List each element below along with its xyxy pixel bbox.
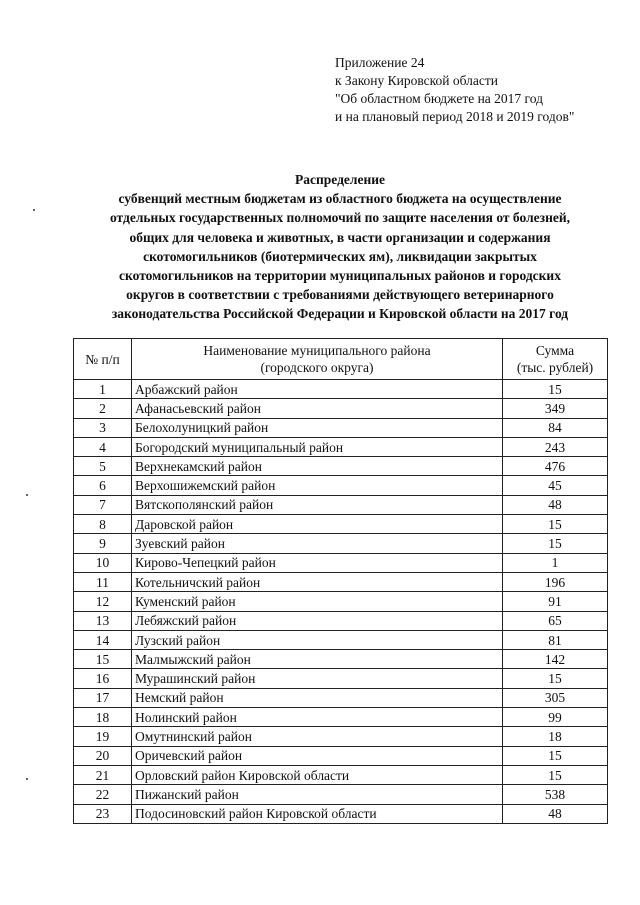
header-name-line: Наименование муниципального района xyxy=(203,343,431,358)
table-row xyxy=(74,804,608,823)
row-number: 10 xyxy=(74,553,132,572)
title-line: округов в соответствии с требованиями действующего ветеринарного xyxy=(126,287,554,303)
subsidy-sum: 538 xyxy=(503,785,608,804)
district-name: Афанасьевский район xyxy=(132,399,503,418)
title-line: скотомогильников на территории муниципальных районов и городских xyxy=(119,268,561,284)
row-number: 4 xyxy=(74,437,132,456)
subsidy-sum: 84 xyxy=(503,418,608,437)
district-name: Даровской район xyxy=(132,515,503,534)
appendix-line: Приложение 24 xyxy=(335,55,425,70)
header-sum-line: (тыс. рублей) xyxy=(516,360,594,375)
district-name: Белохолуницкий район xyxy=(132,418,503,437)
district-name: Немский район xyxy=(132,688,503,707)
table-row xyxy=(74,572,608,591)
district-name: Лузский район xyxy=(132,630,503,649)
subsidy-sum: 15 xyxy=(503,669,608,688)
row-number: 2 xyxy=(74,399,132,418)
table-row xyxy=(74,534,608,553)
row-number: 1 xyxy=(74,380,132,399)
district-name: Кирово-Чепецкий район xyxy=(132,553,503,572)
district-name: Арбажский район xyxy=(132,380,503,399)
subsidy-sum: 48 xyxy=(503,804,608,823)
header-name-line: (городского округа) xyxy=(260,360,374,375)
subsidy-sum: 15 xyxy=(503,380,608,399)
distribution-table xyxy=(73,338,608,824)
appendix-line: и на плановый период 2018 и 2019 годов" xyxy=(335,109,575,124)
table-row xyxy=(74,418,608,437)
district-name: Омутнинский район xyxy=(132,727,503,746)
row-number: 17 xyxy=(74,688,132,707)
subsidy-sum: 349 xyxy=(503,399,608,418)
subsidy-sum: 18 xyxy=(503,727,608,746)
document-title xyxy=(60,170,620,324)
table-row xyxy=(74,611,608,630)
table-row xyxy=(74,746,608,765)
title-line: общих для человека и животных, в части организации и содержания xyxy=(129,229,551,245)
row-number: 16 xyxy=(74,669,132,688)
subsidy-sum: 142 xyxy=(503,650,608,669)
title-line: субвенций местным бюджетам из областного бюджета на осуществление xyxy=(118,191,562,207)
table-row xyxy=(74,630,608,649)
subsidy-sum: 15 xyxy=(503,765,608,784)
table-body xyxy=(74,380,608,824)
subsidy-sum: 15 xyxy=(503,515,608,534)
table-row xyxy=(74,785,608,804)
district-name: Пижанский район xyxy=(132,785,503,804)
appendix-line: "Об областном бюджете на 2017 год xyxy=(335,91,543,106)
subsidy-sum: 65 xyxy=(503,611,608,630)
table-header-row xyxy=(74,339,608,380)
appendix-note xyxy=(335,54,574,126)
scan-speck xyxy=(26,494,28,496)
district-name: Котельничский район xyxy=(132,572,503,591)
title-line: отдельных государственных полномочий по защите населения от болезней, xyxy=(109,210,570,226)
table-row xyxy=(74,688,608,707)
row-number: 23 xyxy=(74,804,132,823)
district-name: Оричевский район xyxy=(132,746,503,765)
title-line: скотомогильников (биотермических ям), ликвидации закрытых xyxy=(143,248,537,264)
district-name: Зуевский район xyxy=(132,534,503,553)
scan-speck xyxy=(26,778,28,780)
table-row xyxy=(74,727,608,746)
district-name: Вятскополянский район xyxy=(132,495,503,514)
subsidy-sum: 476 xyxy=(503,457,608,476)
row-number: 14 xyxy=(74,630,132,649)
subsidy-sum: 81 xyxy=(503,630,608,649)
header-number: № п/п xyxy=(74,339,132,380)
row-number: 9 xyxy=(74,534,132,553)
table-row xyxy=(74,650,608,669)
row-number: 7 xyxy=(74,495,132,514)
row-number: 6 xyxy=(74,476,132,495)
title-heading: Распределение xyxy=(294,172,386,187)
table-row xyxy=(74,457,608,476)
subsidy-sum: 15 xyxy=(503,746,608,765)
table-row xyxy=(74,515,608,534)
row-number: 19 xyxy=(74,727,132,746)
header-sum-line: Сумма xyxy=(535,343,575,358)
district-name: Верхошижемский район xyxy=(132,476,503,495)
district-name: Орловский район Кировской области xyxy=(132,765,503,784)
row-number: 8 xyxy=(74,515,132,534)
row-number: 13 xyxy=(74,611,132,630)
district-name: Подосиновский район Кировской области xyxy=(132,804,503,823)
row-number: 21 xyxy=(74,765,132,784)
row-number: 18 xyxy=(74,708,132,727)
row-number: 12 xyxy=(74,592,132,611)
table-row xyxy=(74,708,608,727)
district-name: Лебяжский район xyxy=(132,611,503,630)
subsidy-sum: 305 xyxy=(503,688,608,707)
header-district-name xyxy=(132,339,503,380)
table-row xyxy=(74,669,608,688)
table-row xyxy=(74,476,608,495)
subsidy-sum: 99 xyxy=(503,708,608,727)
district-name: Нолинский район xyxy=(132,708,503,727)
subsidy-sum: 15 xyxy=(503,534,608,553)
table-row xyxy=(74,399,608,418)
subsidy-sum: 196 xyxy=(503,572,608,591)
district-name: Куменский район xyxy=(132,592,503,611)
subsidy-sum: 91 xyxy=(503,592,608,611)
subsidy-sum: 48 xyxy=(503,495,608,514)
row-number: 22 xyxy=(74,785,132,804)
header-sum xyxy=(503,339,608,380)
row-number: 20 xyxy=(74,746,132,765)
table-row xyxy=(74,380,608,399)
table-row xyxy=(74,553,608,572)
title-line: законодательства Российской Федерации и Кировской области на 2017 год xyxy=(111,306,569,322)
row-number: 11 xyxy=(74,572,132,591)
district-name: Малмыжский район xyxy=(132,650,503,669)
subsidy-sum: 243 xyxy=(503,437,608,456)
row-number: 3 xyxy=(74,418,132,437)
scan-speck xyxy=(33,209,35,211)
table-row xyxy=(74,437,608,456)
subsidy-sum: 1 xyxy=(503,553,608,572)
district-name: Мурашинский район xyxy=(132,669,503,688)
row-number: 5 xyxy=(74,457,132,476)
row-number: 15 xyxy=(74,650,132,669)
table-row xyxy=(74,592,608,611)
table-row xyxy=(74,495,608,514)
table-row xyxy=(74,765,608,784)
district-name: Богородский муниципальный район xyxy=(132,437,503,456)
district-name: Верхнекамский район xyxy=(132,457,503,476)
appendix-line: к Закону Кировской области xyxy=(335,73,499,88)
subsidy-sum: 45 xyxy=(503,476,608,495)
